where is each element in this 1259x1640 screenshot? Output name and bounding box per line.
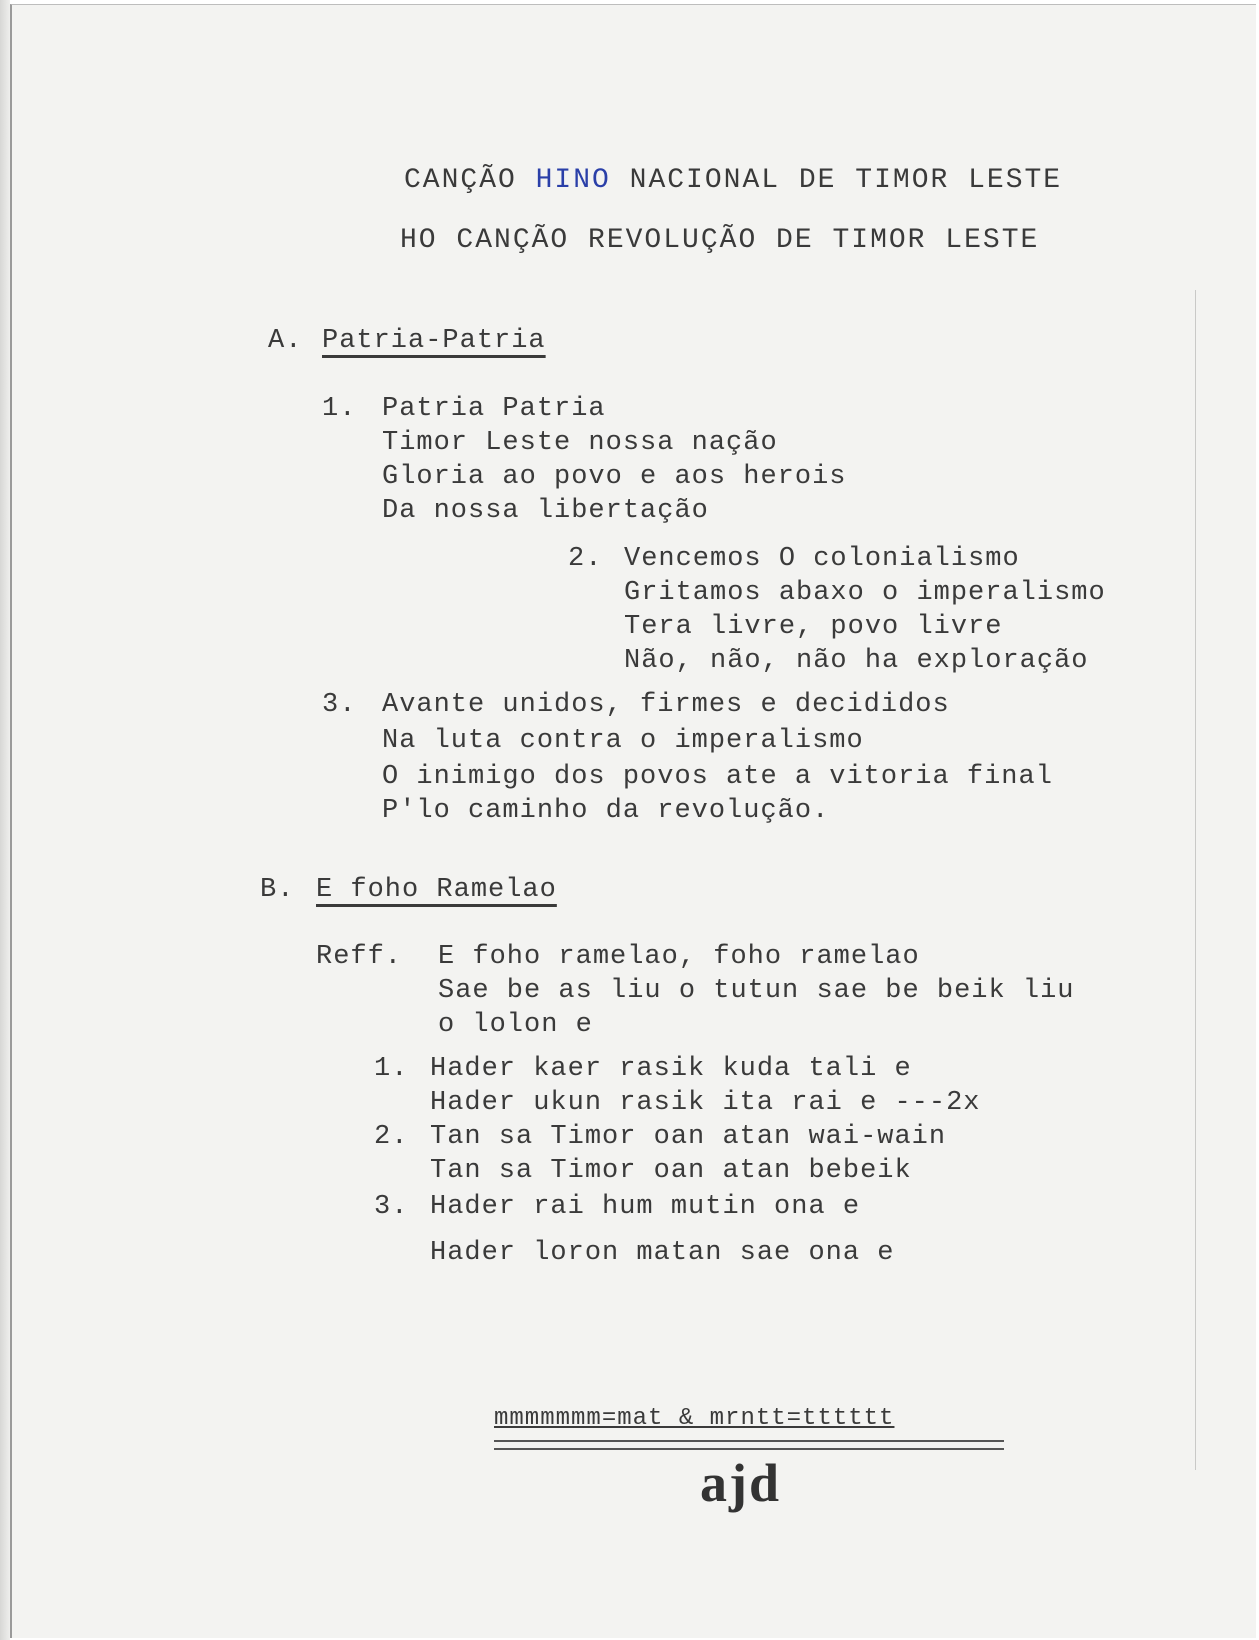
section-a-letter: A. [268, 326, 303, 356]
signature-initials: ajd [700, 1453, 782, 1513]
refrain-line-1: E foho ramelao, foho ramelao [438, 942, 920, 972]
footer-typed-line: mmmmmmm=mat & mrntt=tttttt [494, 1405, 895, 1432]
refrain-line-2: Sae be as liu o tutun sae be beik liu [438, 976, 1075, 1006]
stanza-1-line-4: Da nossa libertação [382, 496, 709, 526]
stanza-1-line-3: Gloria ao povo e aos herois [382, 462, 847, 492]
page-fold-line [1195, 290, 1196, 1470]
verse-2-line-1: Tan sa Timor oan atan wai-wain [430, 1122, 947, 1152]
verse-1-line-1: Hader kaer rasik kuda tali e [430, 1054, 912, 1084]
paper-edge [0, 0, 10, 1640]
stanza-3-number: 3. [322, 690, 357, 720]
stanza-1-line-1: Patria Patria [382, 394, 606, 424]
stanza-2-line-4: Não, não, não ha exploração [624, 646, 1089, 676]
stanza-2-line-1: Vencemos O colonialismo [624, 544, 1020, 574]
verse-3-line-1: Hader rai hum mutin ona e [430, 1192, 861, 1222]
stanza-3-line-4: P'lo caminho da revolução. [382, 796, 830, 826]
stanza-2-number: 2. [568, 544, 603, 574]
double-rule-divider [494, 1440, 1004, 1450]
section-a-heading: Patria-Patria [322, 326, 546, 356]
stanza-3-line-3: O inimigo dos povos ate a vitoria final [382, 762, 1053, 792]
stanza-2-line-2: Gritamos abaxo o imperalismo [624, 578, 1106, 608]
handwritten-correction: HINO [535, 165, 611, 196]
verse-3-line-2: Hader loron matan sae ona e [430, 1238, 895, 1268]
verse-1-line-2: Hader ukun rasik ita rai e ---2x [430, 1088, 981, 1118]
section-b-heading: E foho Ramelao [316, 875, 557, 905]
refrain-label: Reff. [316, 942, 403, 972]
verse-2-line-2: Tan sa Timor oan atan bebeik [430, 1156, 912, 1186]
stanza-1-number: 1. [322, 394, 357, 424]
refrain-line-3: o lolon e [438, 1010, 593, 1040]
stanza-2-line-3: Tera livre, povo livre [624, 612, 1003, 642]
title-line-1: CANÇÃO HINO NACIONAL DE TIMOR LESTE [404, 165, 1063, 196]
stanza-3-line-1: Avante unidos, firmes e decididos [382, 690, 950, 720]
verse-3-number: 3. [374, 1192, 409, 1222]
stanza-3-line-2: Na luta contra o imperalismo [382, 726, 864, 756]
section-b-letter: B. [260, 875, 295, 905]
verse-2-number: 2. [374, 1122, 409, 1152]
verse-1-number: 1. [374, 1054, 409, 1084]
stanza-1-line-2: Timor Leste nossa nação [382, 428, 778, 458]
title-line-2: HO CANÇÃO REVOLUÇÃO DE TIMOR LESTE [400, 225, 1040, 256]
